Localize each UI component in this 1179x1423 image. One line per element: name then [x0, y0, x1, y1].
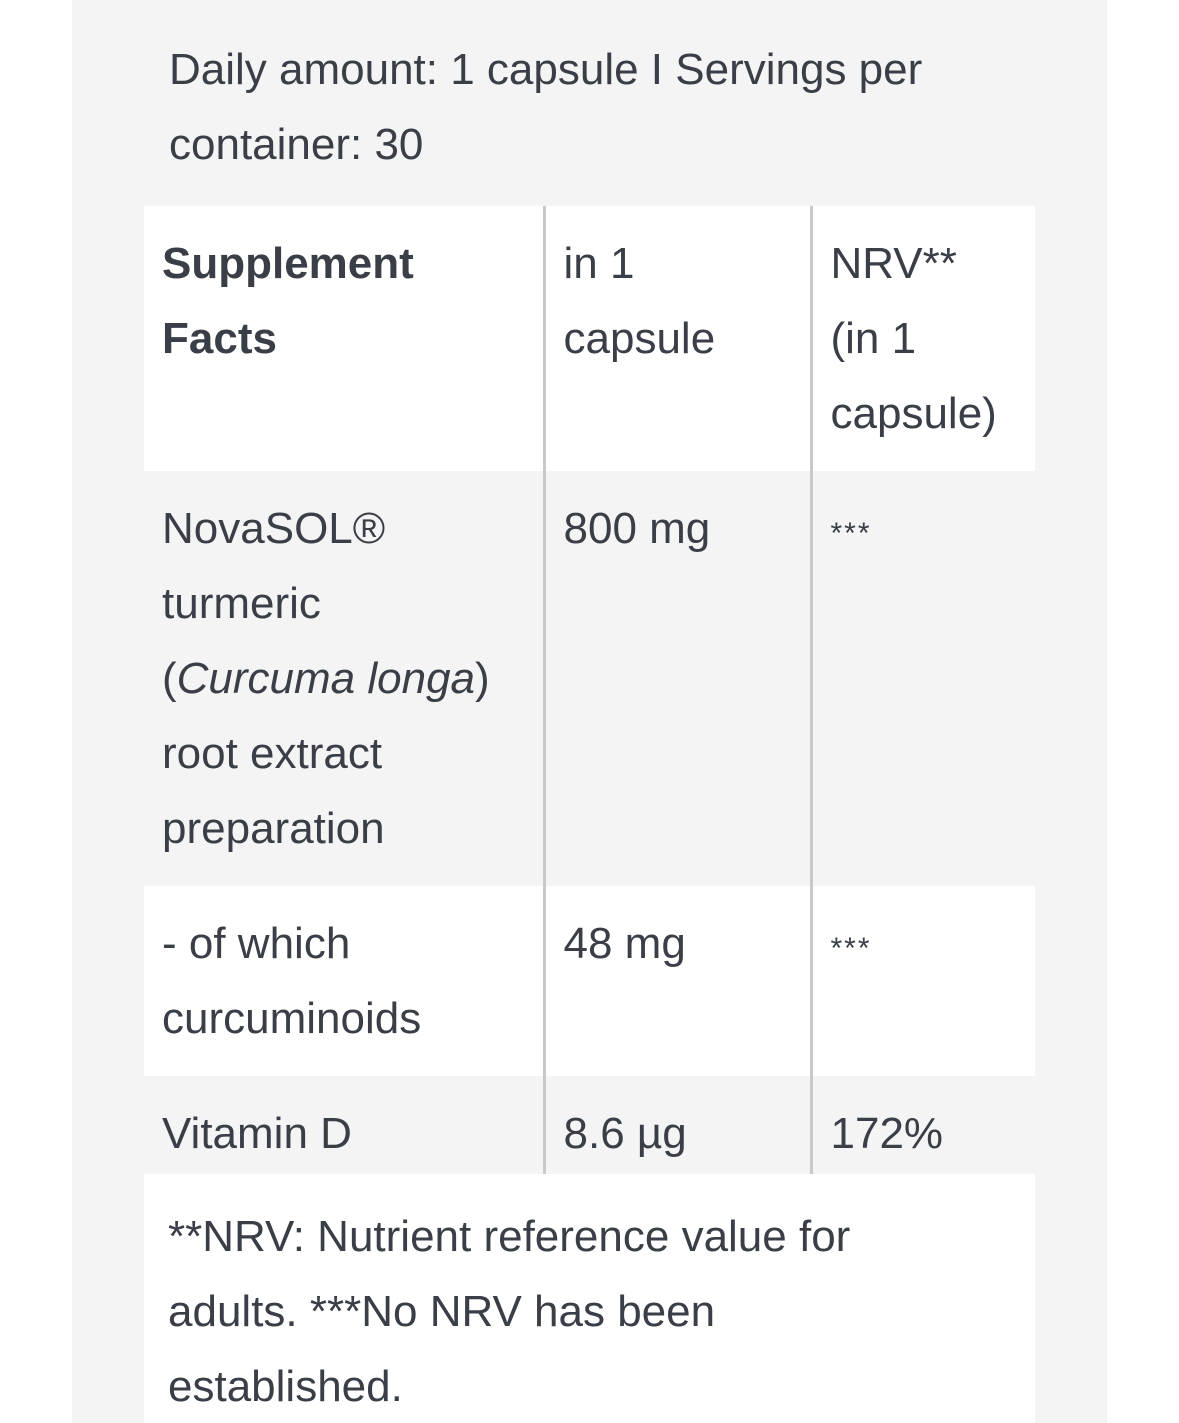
header-nrv: NRV** (in 1 capsule): [811, 206, 1035, 471]
ingredient-name: [144, 471, 544, 886]
ingredient-name-part: ) root extract preparation: [162, 654, 490, 853]
ingredient-nrv: [811, 886, 1035, 1076]
ingredient-amount: 8.6 µg: [544, 1076, 811, 1191]
header-supplement-facts: Supplement Facts: [162, 239, 414, 363]
nrv-stars: ***: [830, 932, 872, 965]
ingredient-nrv: [811, 471, 1035, 886]
daily-amount-text: Daily amount: 1 capsule I Servings per container: 30: [169, 45, 923, 169]
supplement-facts-table: [144, 206, 1035, 1191]
table-row: [144, 886, 1035, 1076]
ingredient-name: - of which curcuminoids: [162, 919, 422, 1043]
table-header-row: [144, 206, 1035, 471]
ingredient-name: Vitamin D: [162, 1109, 352, 1158]
table-row: [144, 471, 1035, 886]
ingredient-nrv: 172%: [811, 1076, 1035, 1191]
nrv-stars: ***: [830, 517, 872, 550]
latin-name: Curcuma longa: [176, 654, 476, 703]
ingredient-amount: 48 mg: [544, 886, 811, 1076]
footnote-box: [144, 1174, 1035, 1423]
footnote-text: **NRV: Nutrient reference value for adults. ***No NRV has been established.: [168, 1212, 851, 1411]
content-panel: [72, 0, 1107, 1423]
header-per-capsule: in 1 capsule: [544, 206, 811, 471]
ingredient-name-part: NovaSOL® turmeric (: [162, 504, 386, 703]
ingredient-amount: 800 mg: [544, 471, 811, 886]
